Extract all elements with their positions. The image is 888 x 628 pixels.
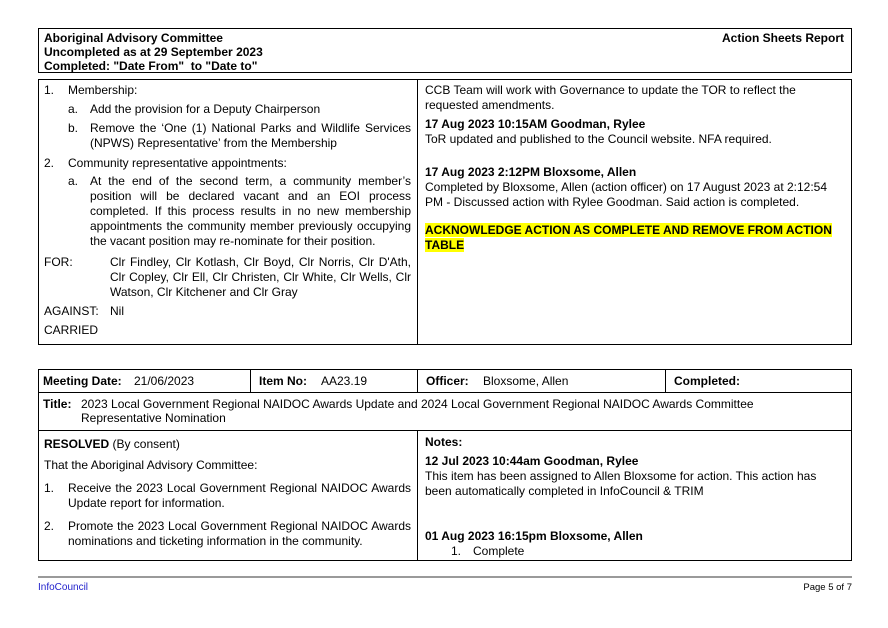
resolution-item-1b bbox=[68, 121, 411, 151]
vote-against-row bbox=[44, 304, 411, 319]
highlighted-text: ACKNOWLEDGE ACTION AS COMPLETE AND REMOVE FROM ACTION TABLE bbox=[425, 223, 832, 252]
acknowledge-action-highlight bbox=[425, 223, 843, 253]
action-note-entry-heading: 17 Aug 2023 2:12PM Bloxsome, Allen bbox=[425, 165, 637, 179]
carried-label: CARRIED bbox=[44, 323, 99, 337]
list-text: Membership: bbox=[68, 83, 138, 97]
title-value: 2023 Local Government Regional NAIDOC Awards Update and 2024 Local Government Regional NAIDOC Awards Committee Representative Nomination bbox=[81, 397, 754, 425]
completed-label: Completed: bbox=[674, 374, 740, 388]
notes-entry-text: This item has been assigned to Allen Bloxsome for action. This action has been automatically completed in InfoCouncil & TRIM bbox=[425, 469, 817, 498]
resolution-item-1a bbox=[68, 102, 411, 117]
officer-value: Bloxsome, Allen bbox=[483, 374, 569, 388]
completed-cell bbox=[666, 370, 851, 392]
list-text: At the end of the second term, a community member’s position will be declared vacant and an EOI process completed. If this process results in no new membership appointments the community member previously occupying the vacant position may re-nominate for their position. bbox=[90, 174, 411, 248]
notes-entry-item bbox=[425, 544, 843, 559]
list-text: Add the provision for a Deputy Chairperson bbox=[90, 102, 321, 116]
vote-for-names: Clr Findley, Clr Kotlash, Clr Boyd, Clr Norris, Clr D'Ath, Clr Copley, Clr Ell, Clr Christen, Clr White, Clr Wells, Clr Watson, Clr Kitchener and Clr Gray bbox=[110, 255, 411, 299]
uncompleted-status-line: Uncompleted as at 29 September 2023 bbox=[44, 45, 263, 59]
list-number: 2. bbox=[44, 519, 55, 533]
resolved-heading-rest: (By consent) bbox=[109, 437, 180, 451]
report-header-box bbox=[38, 28, 852, 73]
officer-label: Officer: bbox=[426, 374, 469, 388]
list-text: Complete bbox=[473, 544, 525, 558]
footer-divider bbox=[38, 576, 852, 578]
list-number: 1. bbox=[451, 544, 462, 558]
footer-row bbox=[38, 582, 852, 593]
resolved-heading-bold: RESOLVED bbox=[44, 437, 110, 451]
vote-against-label: AGAINST: bbox=[44, 304, 99, 318]
page-number: Page 5 of 7 bbox=[803, 582, 852, 593]
notes-entry-heading: 12 Jul 2023 10:44am Goodman, Rylee bbox=[425, 454, 639, 468]
resolution-item-2 bbox=[44, 156, 411, 171]
officer-cell bbox=[418, 370, 666, 392]
item-table-header-row bbox=[39, 370, 851, 393]
action-box bbox=[38, 79, 852, 345]
resolved-notes-row bbox=[39, 431, 851, 560]
notes-column bbox=[418, 431, 851, 560]
resolution-column bbox=[39, 80, 418, 344]
resolved-item-2 bbox=[44, 519, 411, 549]
resolved-column bbox=[39, 431, 418, 560]
page-content bbox=[38, 28, 852, 561]
title-label: Title: bbox=[43, 397, 72, 411]
vote-against-value: Nil bbox=[110, 304, 124, 318]
list-letter: a. bbox=[68, 174, 79, 188]
list-text: Remove the ‘One (1) National Parks and Wildlife Services (NPWS) Representative’ from the Membership bbox=[90, 121, 411, 150]
resolved-item-1 bbox=[44, 481, 411, 511]
list-letter: a. bbox=[68, 102, 79, 116]
action-notes-column bbox=[418, 80, 851, 344]
vote-for-row bbox=[44, 255, 411, 300]
resolved-heading bbox=[44, 437, 411, 452]
action-note-entry-heading: 17 Aug 2023 10:15AM Goodman, Rylee bbox=[425, 117, 646, 131]
list-number: 1. bbox=[44, 481, 55, 495]
notes-label: Notes: bbox=[425, 435, 463, 449]
meeting-date-label: Meeting Date: bbox=[43, 374, 122, 388]
report-title: Action Sheets Report bbox=[721, 31, 844, 45]
item-summary-table bbox=[38, 369, 852, 561]
resolved-intro: That the Aboriginal Advisory Committee: bbox=[44, 458, 258, 472]
list-number: 1. bbox=[44, 83, 55, 97]
item-no-cell bbox=[251, 370, 418, 392]
list-text: Receive the 2023 Local Government Regional NAIDOC Awards Update report for information. bbox=[68, 481, 411, 510]
meeting-date-cell bbox=[39, 370, 251, 392]
committee-name: Aboriginal Advisory Committee bbox=[44, 31, 223, 45]
infocouncil-link[interactable]: InfoCouncil bbox=[38, 582, 89, 593]
item-title-row bbox=[39, 393, 851, 431]
list-text: Community representative appointments: bbox=[68, 156, 287, 170]
page-footer bbox=[38, 576, 852, 593]
meeting-date-value: 21/06/2023 bbox=[134, 374, 195, 388]
action-note-paragraph: ToR updated and published to the Council website. NFA required. bbox=[425, 132, 772, 146]
list-text: Promote the 2023 Local Government Regional NAIDOC Awards nominations and ticketing information in the community. bbox=[68, 519, 411, 548]
action-note-paragraph: CCB Team will work with Governance to update the TOR to reflect the requested amendments. bbox=[425, 83, 796, 112]
report-header-left bbox=[44, 31, 263, 72]
action-note-paragraph: Completed by Bloxsome, Allen (action officer) on 17 August 2023 at 2:12:54 PM - Discussed action with Rylee Goodman. Said action is completed. bbox=[425, 180, 828, 209]
resolution-item-1 bbox=[44, 83, 411, 98]
list-letter: b. bbox=[68, 121, 79, 135]
resolution-item-2a bbox=[68, 174, 411, 249]
vote-for-label: FOR: bbox=[44, 255, 73, 269]
completed-range-line: Completed: "Date From" to "Date to" bbox=[44, 59, 258, 73]
notes-entry-heading: 01 Aug 2023 16:15pm Bloxsome, Allen bbox=[425, 529, 643, 543]
list-number: 2. bbox=[44, 156, 55, 170]
item-no-value: AA23.19 bbox=[321, 374, 368, 388]
item-no-label: Item No: bbox=[259, 374, 307, 388]
